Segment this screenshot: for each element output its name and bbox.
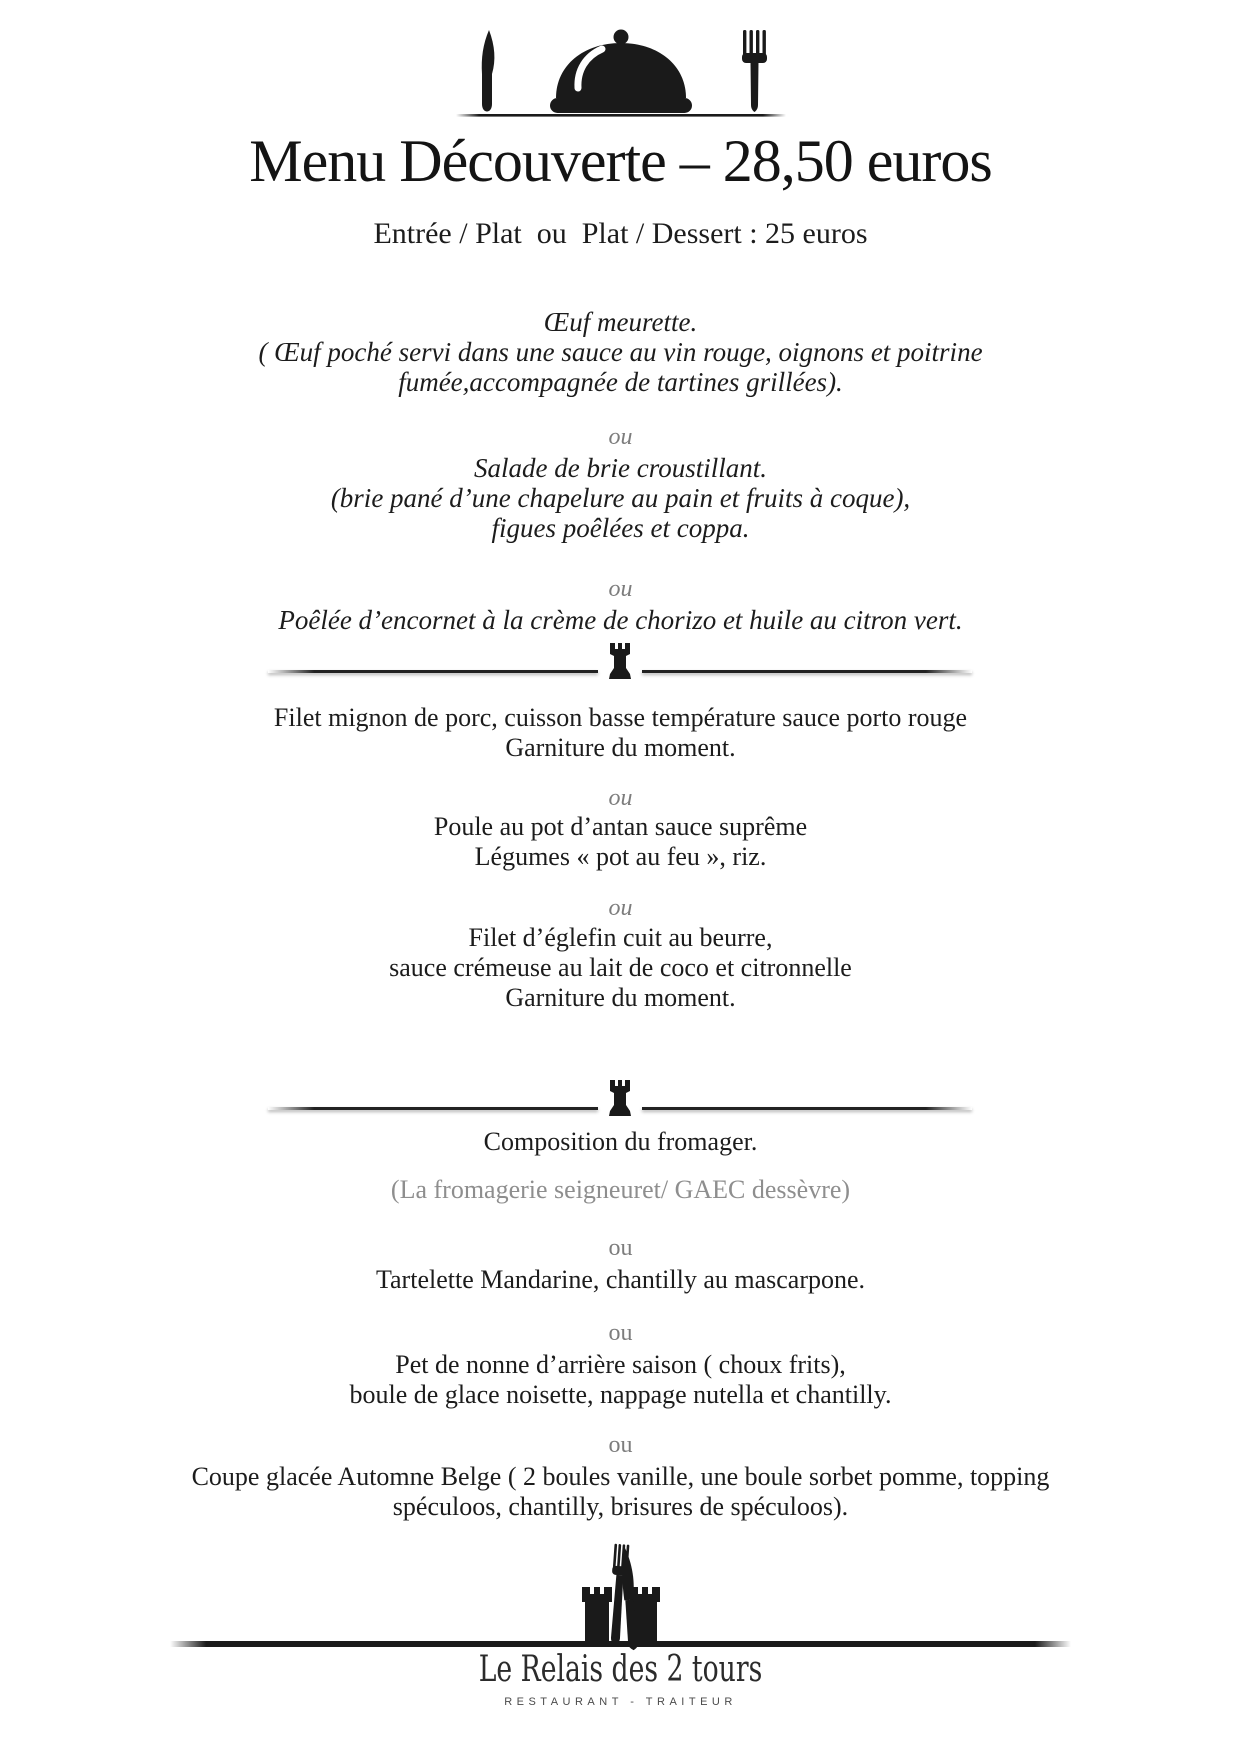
choice-separator: ou [608,424,633,450]
menu-item [0,307,1241,397]
menu-item-line: Coupe glacée Automne Belge ( 2 boules vanille, une boule sorbet pomme, topping [191,1462,1050,1491]
page-subtitle: Entrée / Plat ou Plat / Dessert : 25 euros [373,217,868,250]
menu-item [0,1127,1241,1157]
menu-item-line: Poule au pot d’antan sauce suprême [433,812,808,841]
section-divider [0,1077,1241,1119]
menu-item [0,1265,1241,1295]
divider-line [642,670,972,673]
menu-item-line: spéculoos, chantilly, brisures de spéculoos). [392,1492,849,1521]
choice-separator: ou [608,1432,633,1458]
menu-item-line: figues poêlées et coppa. [491,513,750,543]
choice-separator: ou [608,1320,633,1346]
choice-separator: ou [608,785,633,811]
menu-item-line: Filet mignon de porc, cuisson basse température sauce porto rouge [273,703,968,732]
menu-item-line: ( Œuf poché servi dans une sauce au vin rouge, oignons et poitrine [258,337,983,367]
choice-separator: ou [608,895,633,921]
cloche-knife-fork-icon [456,26,786,118]
menu-item-line: Filet d’églefin cuit au beurre, [468,923,773,952]
header-icon-wrap [456,26,786,123]
restaurant-tagline: RESTAURANT - TRAITEUR [504,1696,737,1708]
menu-item-line: Poêlée d’encornet à la crème de chorizo et huile au citron vert. [278,605,963,635]
knife-icon [481,30,494,112]
divider-line [268,670,598,673]
menu-item-line: Légumes « pot au feu », riz. [474,842,767,871]
two-towers-fork-knife-logo [556,1542,686,1654]
menu-item-line: Garniture du moment. [505,983,736,1012]
menu-item-line: Garniture du moment. [505,733,736,762]
choice-separator: ou [608,576,633,602]
menu-item-line: Pet de nonne d’arrière saison ( choux frits), [395,1350,846,1379]
cheese-supplier-note: (La fromagerie seigneuret/ GAEC dessèvre) [390,1175,851,1204]
menu-item-line: Œuf meurette. [543,307,698,337]
menu-item-line: sauce crémeuse au lait de coco et citronnelle [389,953,852,982]
menu-item-line: (brie pané d’une chapelure au pain et fruits à coque), [330,483,911,513]
divider-line [642,1107,972,1110]
tower-divider-icon [608,642,632,680]
menu-item-line: boule de glace noisette, nappage nutella et chantilly. [349,1380,892,1409]
menu-item [0,703,1241,763]
menu-item-line: Tartelette Mandarine, chantilly au mascarpone. [375,1265,866,1294]
menu-item-line: fumée,accompagnée de tartines grillées). [398,367,843,397]
menu-item [0,1462,1241,1522]
page-title: Menu Découverte – 28,50 euros [249,128,992,194]
menu-item-line: Composition du fromager. [483,1127,758,1156]
menu-item-line: Salade de brie croustillant. [474,453,767,483]
tower-divider-icon [608,1079,632,1117]
menu-item [0,923,1241,1013]
section-divider [0,640,1241,682]
fork-icon [742,30,767,112]
footer-logo-wrap [556,1542,686,1659]
divider-line [268,1107,598,1110]
restaurant-name: Le Relais des 2 tours [478,1649,763,1690]
menu-item [0,453,1241,543]
menu-item [0,1350,1241,1410]
menu-item [0,812,1241,872]
choice-separator: ou [608,1235,633,1261]
menu-item [0,605,1241,635]
